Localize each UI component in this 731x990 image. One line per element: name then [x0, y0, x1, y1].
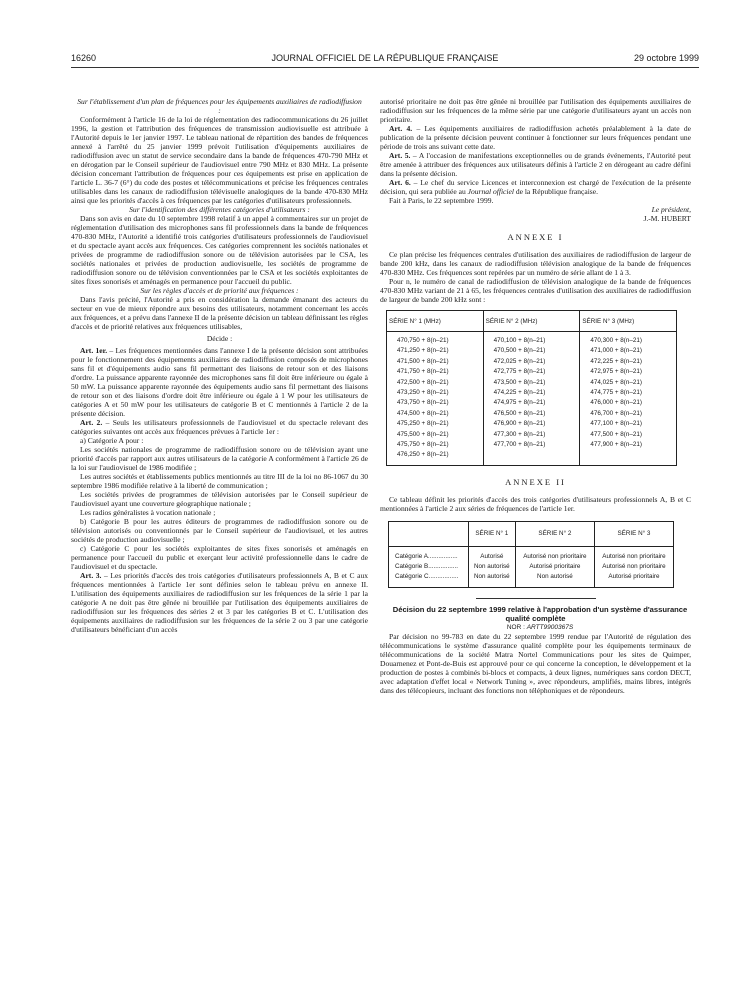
frequency-value: 471,000 + 8(n–21) [590, 347, 642, 355]
priority-cell: Non autorisé [468, 562, 515, 572]
frequency-value: 475,750 + 8(n–21) [397, 440, 449, 448]
article-label: Art. 4. [389, 124, 413, 133]
article-2: Art. 2. – Seuls les utilisateurs professionnels de l'audiovisuel et du spectacle relevant des catégories suivantes ont accès aux fréquences prévues à l'article 1er : [71, 418, 369, 436]
article-label: Art. 5. [389, 151, 411, 160]
priority-cell: Autorisé prioritaire [515, 562, 594, 572]
nor-reference: NOR : ARTT9900367S [506, 623, 574, 631]
paragraph: Dans l'avis précité, l'Autorité a pris en considération la demande émanant des acteurs du secteur en vue de mieux répondre aux besoins des utilisateurs, notamment concernant les accès aux fréquences, et a prévu dans l'annexe II de la présente décision un tableau définissant les règles d'accès et de priorité relatives aux fréquences utilisables, [71, 295, 368, 331]
section-heading: Sur les règles d'accès et de priorité aux fréquences : [140, 286, 299, 295]
frequency-value: 474,775 + 8(n–21) [590, 388, 642, 396]
frequency-value: 470,100 + 8(n–21) [493, 337, 546, 344]
frequency-value: 476,500 + 8(n–21) [493, 409, 546, 417]
frequency-value: 472,975 + 8(n–21) [590, 368, 642, 376]
paragraph: Par décision no 99-783 en date du 22 septembre 1999 rendue par l'Autorité de régulation des télécommunications le système d'assurance qualité complète pour les équipements terminaux de télécommunications de la société Matra Nortel Communications pour les sites de Quimper, Douarnenez et Pont-de-Buis est approuvé pour ce qui concerne la conception, le développement et la production de postes à combinés bi-blocs et compacts, à deux lignes, numériques sans cordon DECT, avec adaptation d'effet local « Network Tuning », avec répondeurs, amplifiés, mains libres, intégrés dans des télécopieurs, incluant des fonctions non téléphoniques et de répondeurs. [380, 631, 691, 695]
section-heading: Sur l'identification des différentes catégories d'utilisateurs : [129, 205, 310, 214]
frequency-value: 477,300 + 8(n–21) [493, 430, 546, 438]
table-header: SÉRIE N° 2 (MHz) [483, 311, 580, 332]
frequency-value: 477,100 + 8(n–21) [590, 420, 642, 428]
table-header: SÉRIE N° 1 [468, 521, 515, 546]
priority-cell: Non autorisé [515, 572, 594, 588]
frequency-value: 477,900 + 8(n–21) [590, 440, 642, 448]
frequency-table [386, 310, 677, 466]
paragraph: c) Catégorie C pour les sociétés exploitantes de sites fixes sonorisés et aménagés en permanence pour l'accueil du public et exerçant leur activité professionnelle dans le cadre de l'audiovisuel et du spectacle. [71, 544, 368, 571]
paragraph: Ce tableau définit les priorités d'accès des trois catégories d'utilisateurs professionnels A, B et C mentionnées à l'article 2 aux séries de fréquences de l'article 1er. [380, 494, 691, 513]
paragraph: Les sociétés nationales de programme de radiodiffusion sonore ou de télévision ayant une priorité d'accès par rapport aux autres utilisateurs de la catégorie A conformément à l'article 26 de la loi sur l'audiovisuel de 1986 modifiée ; [71, 445, 368, 472]
paragraph: Pour n, le numéro de canal de radiodiffusion de télévision analogique de la bande de fréquences 470-830 MHz variant de 21 à 65, les fréquences centrales d'utilisation des auxiliaires de radiodiffusion de largeur de bande 200 kHz sont : [380, 277, 691, 304]
frequency-value: 471,500 + 8(n–21) [397, 357, 449, 365]
article-1: Art. 1er. – Les fréquences mentionnées dans l'annexe I de la présente décision sont attribuées pour le fonctionnement des équipements auxiliaires de radiodiffusion composés de microphones sans fil et d'équipements audio sans fil permettant des liaisons de retour son et des liaisons d'ordre. La puissance apparente rayonnée des microphones sans fil doit être inférieure ou égale à 50 mW. La puissance apparente rayonnée des équipements audio sans fil permettant des liaisons de retour son et des liaisons d'ordre doit être inférieure ou égale à 1 W pour les utilisateurs de catégories A et 50 mW pour les utilisateurs de catégorie B et C mentionnés à l'article 2 de la présente décision. [71, 346, 368, 418]
article-3: Art. 3. – Les priorités d'accès des trois catégories d'utilisateurs professionnels A, B et C aux fréquences mentionnées à l'article 1er sont définies selon le tableau prévu en annexe II. L'utilisation des équipements auxiliaires de radiodiffusion sur les fréquences de la série 1 par la catégorie A ne doit pas être gênée ni brouillée par l'utilisation des équipements auxiliaires de radiodiffusion sur les fréquences des séries 2 et 3 par les catégories B et C. L'utilisation des équipements auxiliaires de radiodiffusion sur les fréquences de la série 2 ou 3 par une catégorie d'utilisateurs bénéficiant d'un accès [71, 571, 368, 634]
category-label: Catégorie A................. [389, 546, 469, 562]
frequency-value: 473,750 + 8(n–21) [397, 399, 449, 407]
frequency-value: 470,500 + 8(n–21) [493, 347, 546, 355]
paragraph: b) Catégorie B pour les autres éditeurs de programmes de radiodiffusion sonore ou de télévision autorisés ou conventionnés par le Conseil supérieur de l'audiovisuel, et les autres sociétés de production audiovisuelle ; [71, 517, 368, 544]
frequency-value: 474,225 + 8(n–21) [493, 388, 546, 396]
table-header: SÉRIE N° 2 [515, 521, 594, 546]
priority-cell: Autorisé non prioritaire [594, 546, 673, 562]
annex-2-title: ANNEXE II [505, 476, 566, 487]
priority-cell: Autorisé prioritaire [594, 572, 673, 588]
article-label: Art. 2. [80, 418, 103, 427]
article-6: Art. 6. – Le chef du service Licences et interconnexion est chargé de l'exécution de la présente décision, qui sera publiée au Journal officiel de la République française. [380, 178, 691, 196]
signature-role: Le président, [651, 205, 691, 214]
category-a-heading: a) Catégorie A pour : [80, 436, 144, 445]
frequency-value: 473,250 + 8(n–21) [397, 388, 449, 396]
paragraph: Conformément à l'article 16 de la loi de réglementation des radiocommunications du 26 juillet 1996, la gestion et l'attribution des fréquences de transmission audiovisuelle est attribuée à l'Autorité depuis le 1er janvier 1997. Le tableau national de répartition des bandes de fréquences annexé à l'arrêté du 25 janvier 1999 prévoit l'utilisation d'équipements auxiliaires de radiodiffusion avec un statut de service secondaire dans la bande de fréquences 470-790 MHz et en dérogation par le Conseil supérieur de l'audiovisuel entre 790 MHz et 830 MHz. La présente décision concernant l'attribution de fréquences pour ces équipements est prise en application de l'article L. 36-7 (6°) du code des postes et télécommunications et précise les fréquences centrales utilisables dans les canaux de radiodiffusion télévisuelle analogiques de la bande 470-830 MHz ainsi que les priorités d'accès à ces fréquences par les catégories d'utilisateurs professionnels. [71, 115, 368, 205]
priority-cell: Autorisé non prioritaire [594, 562, 673, 572]
series-2-cell [483, 332, 580, 466]
frequency-value: 470,300 + 8(n–21) [590, 337, 642, 344]
frequency-value: 477,700 + 8(n–21) [493, 440, 546, 448]
header-rule [71, 67, 699, 68]
frequency-value: 473,500 + 8(n–21) [493, 378, 546, 386]
journal-reference: Journal officiel [467, 187, 514, 196]
series-1-cell [387, 332, 484, 466]
priority-table [388, 521, 674, 588]
article-label: Art. 3. [80, 571, 102, 580]
section-separator [476, 598, 596, 599]
frequency-value: 472,775 + 8(n–21) [493, 368, 546, 376]
frequency-value: 470,750 + 8(n–21) [397, 337, 449, 344]
paragraph: autorisé prioritaire ne doit pas être gênée ni brouillée par l'utilisation des équipements auxiliaires de radiodiffusion sur les fréquences de la même série par une catégorie d'utilisateurs ayant un accès non prioritaire. [380, 97, 691, 124]
decide-label: Décide : [206, 334, 233, 343]
frequency-value: 471,750 + 8(n–21) [397, 368, 449, 376]
paragraph: Les autres sociétés et établissements publics mentionnés au titre III de la loi no 86-1067 du 30 septembre 1986 modifiée relative à la liberté de communication ; [71, 472, 368, 490]
category-label: Catégorie B................. [389, 562, 469, 572]
frequency-value: 472,225 + 8(n–21) [590, 357, 642, 365]
category-label: Catégorie C................. [389, 572, 469, 588]
table-header: SÉRIE N° 1 (MHz) [387, 311, 484, 332]
article-label: Art. 1er. [80, 346, 108, 355]
frequency-value: 475,500 + 8(n–21) [397, 430, 449, 438]
left-column [71, 97, 368, 634]
frequency-value: 474,025 + 8(n–21) [590, 378, 642, 386]
frequency-value: 476,250 + 8(n–21) [397, 451, 449, 459]
paragraph: Ce plan précise les fréquences centrales d'utilisation des auxiliaires de radiodiffusion de largeur de bande 200 kHz, dans les canaux de radiodiffusion télévision analogique de la bande de fréquences 470-830 MHz. Ces fréquences sont repérées par un numéro de série allant de 1 à 3. [380, 250, 691, 277]
frequency-value: 475,250 + 8(n–21) [397, 420, 449, 428]
frequency-value: 471,250 + 8(n–21) [397, 347, 449, 355]
section-heading: Sur l'établissement d'un plan de fréquences pour les équipements auxiliaires de radiodiffusion : [77, 97, 362, 115]
article-label: Art. 6. [389, 178, 411, 187]
right-column [380, 97, 691, 695]
paragraph: Dans son avis en date du 10 septembre 1998 relatif à un appel à commentaires sur un projet de réglementation d'utilisation des microphones sans fil professionnels dans la bande de fréquences 470-830 MHz, l'Autorité a identifié trois catégories d'utilisateurs professionnels de l'audiovisuel et du spectacle ayant accès aux fréquences. Ces catégories comprennent les sociétés nationales et privées de programme de radiodiffusion sonore ou de télévision autorisées par le CSA, les sociétés nationales et privées de production audiovisuelle, les sociétés de programme de radiodiffusion sonore ou de télévision conventionnées par le CSA et les sociétés exploitantes de sites fixes sonorisés et aménagés en permanence pour l'accueil du public. [71, 214, 368, 286]
frequency-value: 476,700 + 8(n–21) [590, 409, 642, 417]
frequency-value: 474,975 + 8(n–21) [493, 399, 546, 407]
frequency-value: 476,000 + 8(n–21) [590, 399, 642, 407]
frequency-value: 476,900 + 8(n–21) [493, 420, 546, 428]
series-3-cell [580, 332, 677, 466]
signing-place-date: Fait à Paris, le 22 septembre 1999. [389, 196, 494, 205]
paragraph: Les radios généralistes à vocation nationale ; [80, 508, 216, 517]
table-header [389, 521, 469, 546]
table-header: SÉRIE N° 3 [594, 521, 673, 546]
page-number: 16260 [71, 53, 97, 63]
article-5: Art. 5. – A l'occasion de manifestations exceptionnelles ou de grands événements, l'Autorité peut être amenée à attribuer des fréquences aux utilisateurs définis à l'article 2 en dérogeant au cadre défini dans la présente décision. [380, 151, 692, 178]
annex-1-title: ANNEXE I [507, 232, 564, 242]
article-4: Art. 4. – Les équipements auxiliaires de radiodiffusion achetés préalablement à la date de publication de la présente décision peuvent continuer à fonctionner sur leurs fréquences pendant une période de trois ans suivant cette date. [380, 124, 691, 151]
journal-title: JOURNAL OFFICIEL DE LA RÉPUBLIQUE FRANÇAISE [271, 53, 499, 63]
frequency-value: 472,025 + 8(n–21) [493, 357, 546, 365]
frequency-value: 474,500 + 8(n–21) [397, 409, 449, 417]
signature-name: J.-M. HUBERT [643, 214, 691, 223]
decision-title: Décision du 22 septembre 1999 relative à l'approbation d'un système d'assurance qualité complète [392, 604, 688, 623]
frequency-value: 477,500 + 8(n–21) [590, 430, 642, 438]
priority-cell: Non autorisé [468, 572, 515, 588]
table-header: SÉRIE N° 3 (MHz) [580, 311, 677, 332]
page-header [71, 53, 699, 67]
priority-cell: Autorisé non prioritaire [515, 546, 594, 562]
paragraph: Les sociétés privées de programmes de télévision autorisées par le Conseil supérieur de l'audiovisuel ayant une couverture géographique nationale ; [71, 490, 368, 508]
issue-date: 29 octobre 1999 [633, 53, 699, 63]
frequency-value: 472,500 + 8(n–21) [397, 378, 449, 386]
priority-cell: Autorisé [468, 546, 515, 562]
